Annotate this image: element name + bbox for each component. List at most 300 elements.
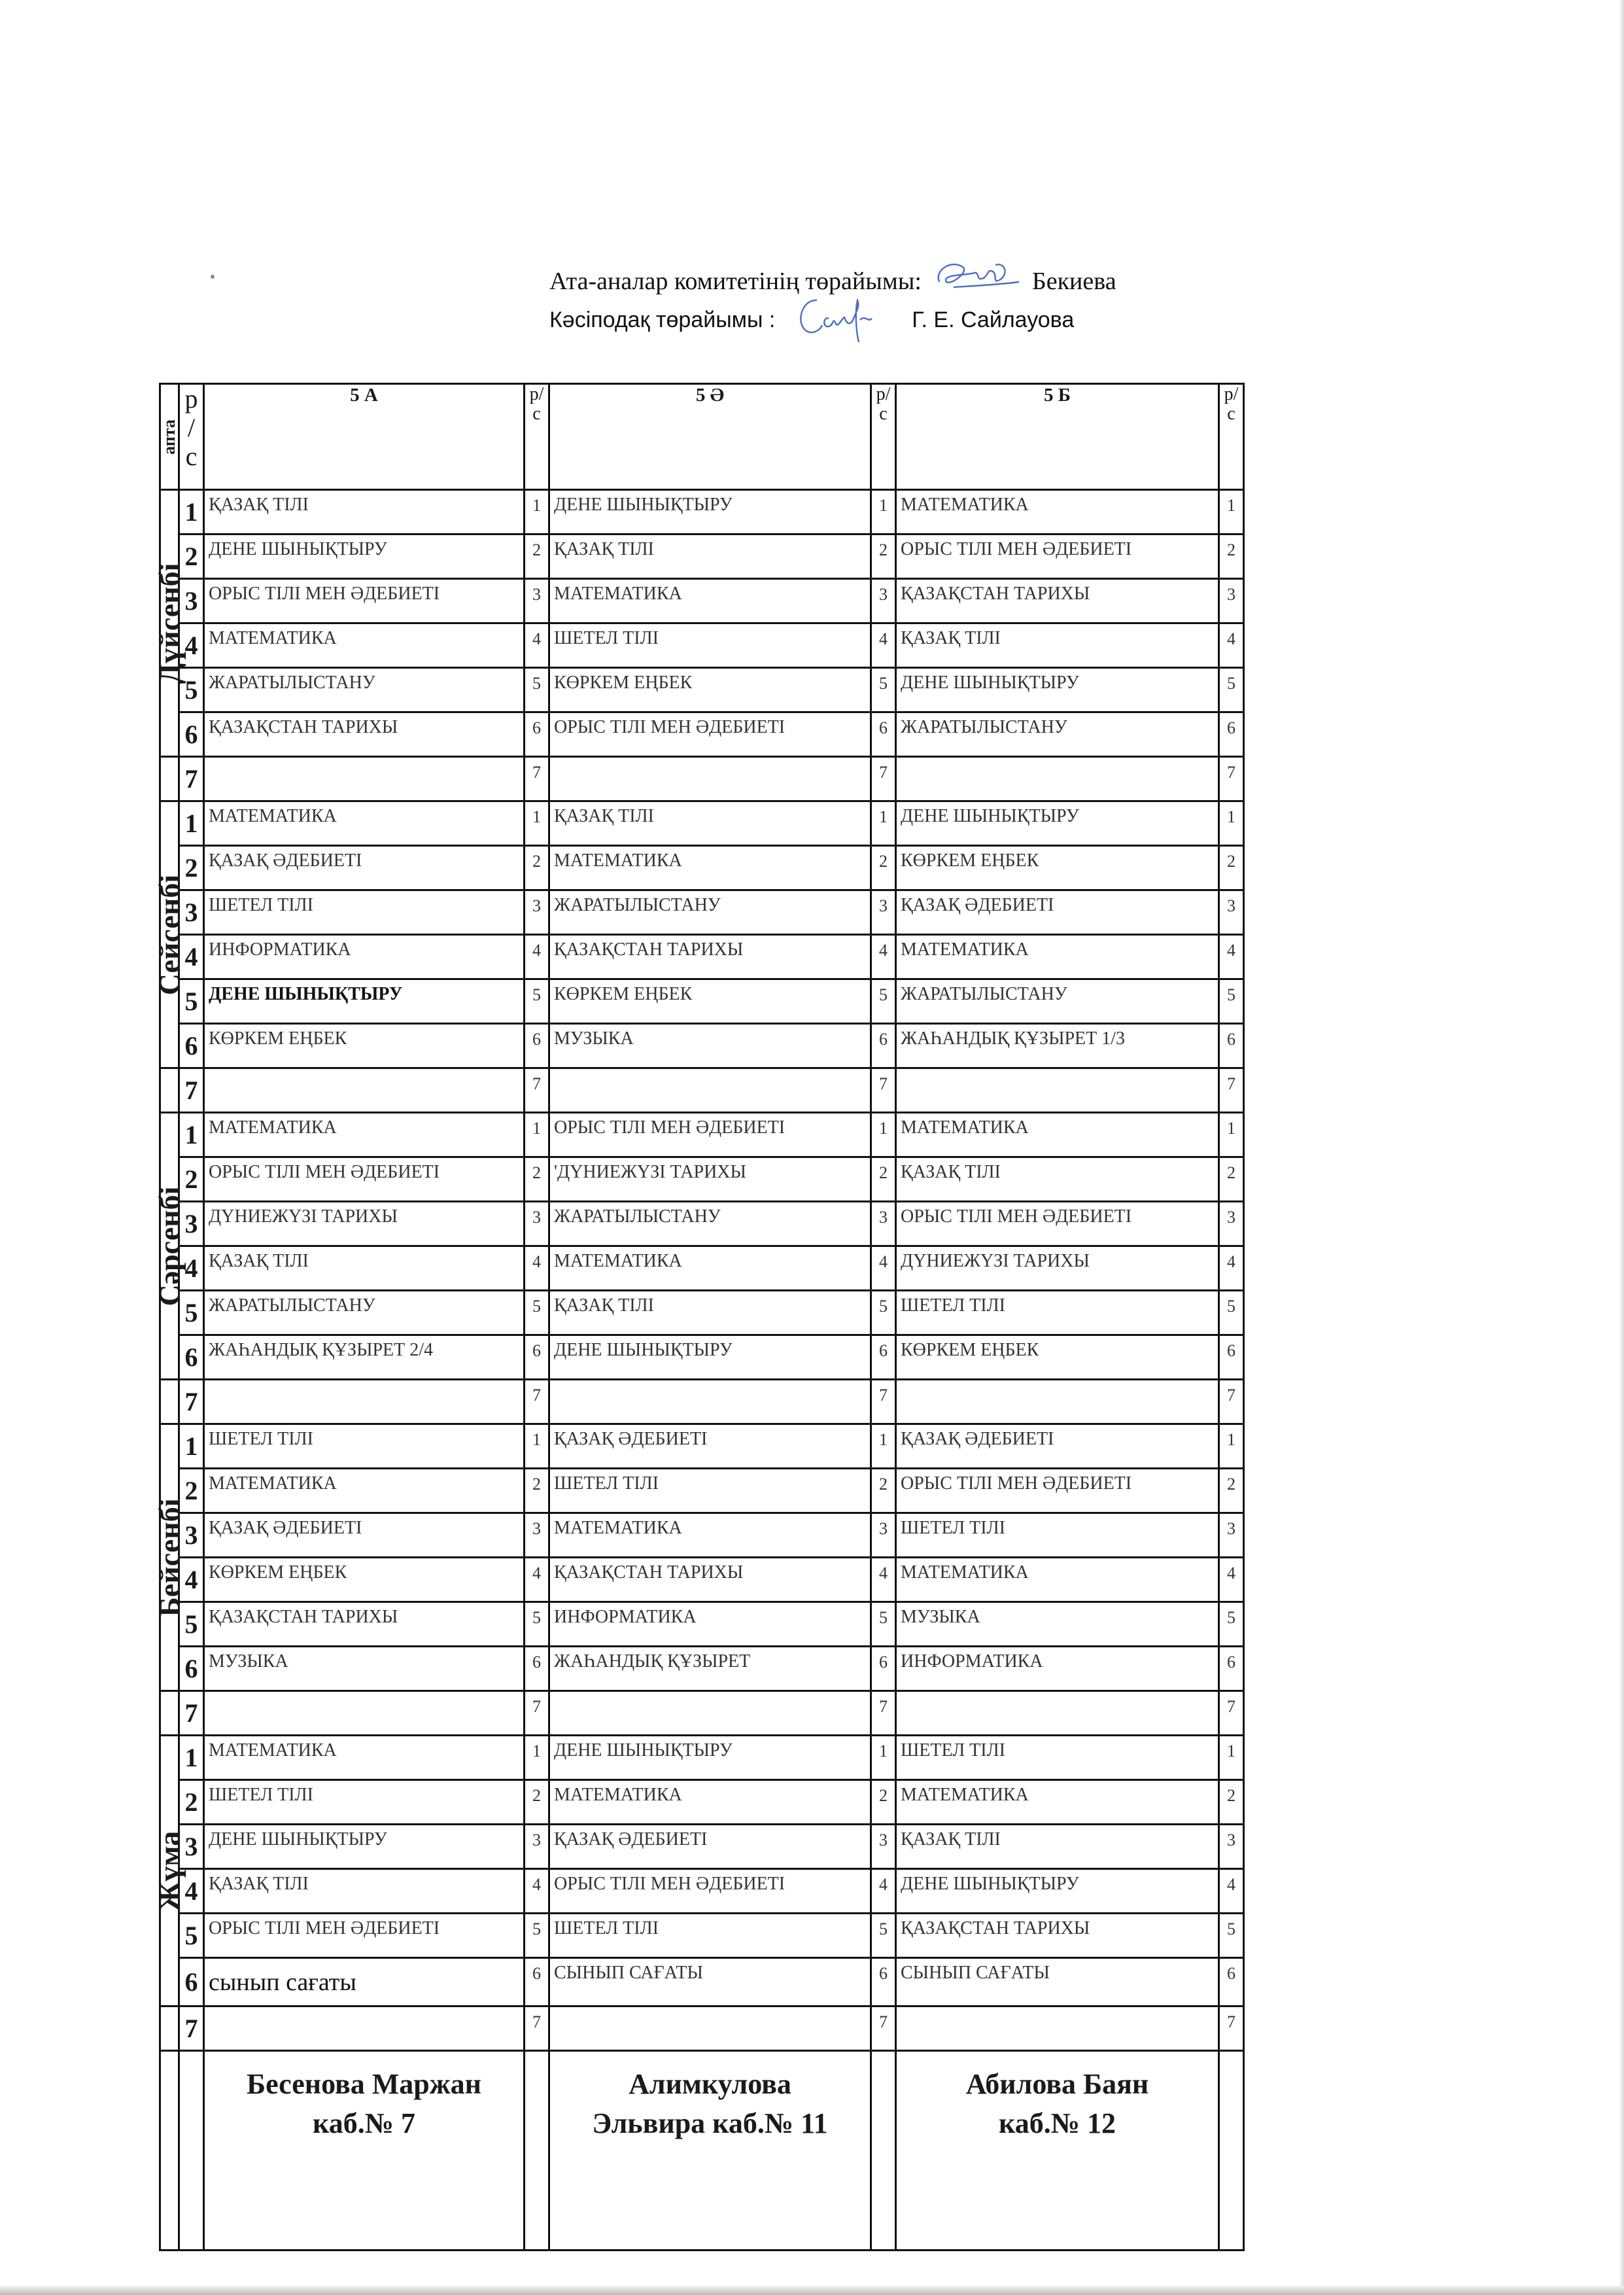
subject-5ae bbox=[549, 2006, 871, 2051]
subject-5a: ДЕНЕ ШЫНЫҚТЫРУ bbox=[204, 534, 525, 579]
subject-5ae: КӨРКЕМ ЕҢБЕК bbox=[549, 979, 871, 1024]
table-row bbox=[160, 1469, 1244, 1513]
lesson-no-header-part: р/ bbox=[1224, 384, 1239, 404]
lesson-number: 2 bbox=[1219, 534, 1244, 579]
lesson-number: 4 bbox=[871, 935, 896, 979]
teacher-room: каб.№ 12 bbox=[999, 2107, 1116, 2139]
lesson-number: 7 bbox=[179, 1068, 204, 1113]
subject-5a: ШЕТЕЛ ТІЛІ bbox=[204, 1424, 525, 1469]
lesson-number: 4 bbox=[179, 1246, 204, 1291]
lesson-number: 6 bbox=[179, 1024, 204, 1068]
lesson-number: 2 bbox=[179, 1469, 204, 1513]
lesson-number: 3 bbox=[1219, 579, 1244, 623]
lesson-number: 3 bbox=[525, 1825, 549, 1869]
lesson-number: 2 bbox=[525, 1780, 549, 1825]
lesson-number: 1 bbox=[525, 1113, 549, 1157]
lesson-number: 1 bbox=[871, 490, 896, 534]
subject-5b: ОРЫС ТІЛІ МЕН ӘДЕБИЕТІ bbox=[896, 1469, 1219, 1513]
subject-5a: ИНФОРМАТИКА bbox=[204, 935, 525, 979]
subject-5b bbox=[896, 1380, 1219, 1424]
parents-committee-label: Ата-аналар комитетінің төрайымы: bbox=[549, 268, 922, 295]
subject-5b: ДЕНЕ ШЫНЫҚТЫРУ bbox=[896, 668, 1219, 712]
lesson-number: 1 bbox=[871, 1424, 896, 1469]
subject-5ae: МАТЕМАТИКА bbox=[549, 1780, 871, 1825]
subject-5b: МАТЕМАТИКА bbox=[896, 490, 1219, 534]
table-row bbox=[160, 1958, 1244, 2006]
lesson-number: 7 bbox=[179, 2006, 204, 2051]
subject-5b: МАТЕМАТИКА bbox=[896, 1113, 1219, 1157]
teachers-row bbox=[160, 2051, 1244, 2251]
subject-5a: ҚАЗАҚ ТІЛІ bbox=[204, 1246, 525, 1291]
lesson-number: 7 bbox=[871, 1068, 896, 1113]
table-row bbox=[160, 668, 1244, 712]
lesson-number: 6 bbox=[1219, 1335, 1244, 1380]
table-row bbox=[160, 1825, 1244, 1869]
lesson-number: 7 bbox=[179, 757, 204, 801]
subject-5a: КӨРКЕМ ЕҢБЕК bbox=[204, 1558, 525, 1602]
day-label: Сәрсенбі bbox=[152, 1186, 186, 1306]
subject-5b: ҚАЗАҚ ТІЛІ bbox=[896, 623, 1219, 668]
subject-5ae: МАТЕМАТИКА bbox=[549, 1246, 871, 1291]
subject-5ae: ҚАЗАҚ ТІЛІ bbox=[549, 1291, 871, 1335]
lesson-number: 5 bbox=[1219, 1291, 1244, 1335]
lesson-number: 3 bbox=[179, 890, 204, 935]
lesson-no-header-part: с bbox=[532, 404, 541, 424]
lesson-number: 3 bbox=[179, 1202, 204, 1246]
subject-5b: ШЕТЕЛ ТІЛІ bbox=[896, 1736, 1219, 1780]
subject-5b: ҚАЗАҚ ТІЛІ bbox=[896, 1825, 1219, 1869]
table-row bbox=[160, 1780, 1244, 1825]
lesson-no-header-part: р/ bbox=[876, 384, 891, 404]
subject-5ae: МАТЕМАТИКА bbox=[549, 846, 871, 890]
lesson-number: 5 bbox=[525, 1291, 549, 1335]
lesson-number: 3 bbox=[179, 579, 204, 623]
lesson-number: 4 bbox=[525, 1558, 549, 1602]
subject-5b: ЖАҺАНДЫҚ ҚҰЗЫРЕТ 1/3 bbox=[896, 1024, 1219, 1068]
lesson-no-header-part: с bbox=[879, 404, 888, 424]
subject-5ae: ҚАЗАҚ ӘДЕБИЕТІ bbox=[549, 1825, 871, 1869]
lesson-no-header bbox=[179, 384, 204, 490]
lesson-number: 7 bbox=[1219, 1691, 1244, 1736]
subject-5b: ШЕТЕЛ ТІЛІ bbox=[896, 1513, 1219, 1558]
subject-5ae: ШЕТЕЛ ТІЛІ bbox=[549, 623, 871, 668]
lesson-number: 1 bbox=[1219, 801, 1244, 846]
lesson-number: 2 bbox=[525, 846, 549, 890]
lesson-number: 7 bbox=[871, 757, 896, 801]
subject-5b: ЖАРАТЫЛЫСТАНУ bbox=[896, 979, 1219, 1024]
header-row bbox=[160, 384, 1244, 490]
subject-5b: МАТЕМАТИКА bbox=[896, 935, 1219, 979]
subject-5ae: ҚАЗАҚСТАН ТАРИХЫ bbox=[549, 935, 871, 979]
table-row bbox=[160, 1513, 1244, 1558]
table-row bbox=[160, 979, 1244, 1024]
lesson-number: 2 bbox=[871, 1780, 896, 1825]
subject-5b bbox=[896, 1068, 1219, 1113]
subject-5b bbox=[896, 1691, 1219, 1736]
subject-5ae: ШЕТЕЛ ТІЛІ bbox=[549, 1469, 871, 1513]
subject-5a bbox=[204, 1691, 525, 1736]
class-header-5b: 5 Б bbox=[896, 384, 1219, 490]
lesson-number: 5 bbox=[179, 1602, 204, 1647]
lesson-number: 1 bbox=[179, 490, 204, 534]
lesson-number: 6 bbox=[871, 1335, 896, 1380]
subject-5b: ДҮНИЕЖҮЗІ ТАРИХЫ bbox=[896, 1246, 1219, 1291]
subject-5b: ҚАЗАҚ ӘДЕБИЕТІ bbox=[896, 890, 1219, 935]
table-row bbox=[160, 1024, 1244, 1068]
union-name: Г. Е. Сайлауова bbox=[912, 307, 1075, 332]
lesson-number: 6 bbox=[525, 1647, 549, 1691]
table-row bbox=[160, 1202, 1244, 1246]
lesson-number: 6 bbox=[179, 1647, 204, 1691]
lesson-number: 2 bbox=[179, 846, 204, 890]
lesson-number: 2 bbox=[1219, 846, 1244, 890]
lesson-number: 6 bbox=[1219, 1647, 1244, 1691]
subject-5a: ҚАЗАҚ ТІЛІ bbox=[204, 490, 525, 534]
lesson-number: 3 bbox=[871, 890, 896, 935]
subject-5b: ҚАЗАҚ ӘДЕБИЕТІ bbox=[896, 1424, 1219, 1469]
lesson-number: 1 bbox=[1219, 1424, 1244, 1469]
lesson-number: 5 bbox=[871, 1291, 896, 1335]
subject-5b: ҚАЗАҚ ТІЛІ bbox=[896, 1157, 1219, 1202]
lesson-number: 6 bbox=[1219, 712, 1244, 757]
day-cell bbox=[152, 490, 186, 757]
table-row bbox=[160, 1558, 1244, 1602]
subject-5ae: ЖАРАТЫЛЫСТАНУ bbox=[549, 1202, 871, 1246]
lesson-number: 5 bbox=[179, 1291, 204, 1335]
table-row bbox=[160, 935, 1244, 979]
table-row bbox=[160, 1380, 1244, 1424]
table-row bbox=[160, 534, 1244, 579]
table-row bbox=[160, 2006, 1244, 2051]
lesson-number: 2 bbox=[179, 1157, 204, 1202]
subject-5b: КӨРКЕМ ЕҢБЕК bbox=[896, 1335, 1219, 1380]
lesson-number: 1 bbox=[1219, 1736, 1244, 1780]
lesson-number: 6 bbox=[179, 1335, 204, 1380]
lesson-number: 6 bbox=[1219, 1024, 1244, 1068]
teacher-room: Эльвира каб.№ 11 bbox=[592, 2107, 828, 2139]
lesson-number: 6 bbox=[871, 1647, 896, 1691]
subject-5ae: ДЕНЕ ШЫНЫҚТЫРУ bbox=[549, 1736, 871, 1780]
lesson-number: 6 bbox=[871, 1958, 896, 2006]
lesson-number: 1 bbox=[179, 1736, 204, 1780]
lesson-number: 7 bbox=[871, 1380, 896, 1424]
subject-5a: ОРЫС ТІЛІ МЕН ӘДЕБИЕТІ bbox=[204, 1914, 525, 1958]
lesson-number: 6 bbox=[871, 1024, 896, 1068]
day-cell-empty bbox=[160, 1380, 179, 1424]
class-header-5a: 5 А bbox=[204, 384, 525, 490]
day-label: Бейсенбі bbox=[152, 1498, 186, 1617]
scan-edge bbox=[0, 2286, 1624, 2295]
subject-5b: МАТЕМАТИКА bbox=[896, 1780, 1219, 1825]
subject-5a: МАТЕМАТИКА bbox=[204, 1736, 525, 1780]
subject-5a: МАТЕМАТИКА bbox=[204, 801, 525, 846]
subject-5b: ЖАРАТЫЛЫСТАНУ bbox=[896, 712, 1219, 757]
lesson-no-header bbox=[1219, 384, 1244, 490]
week-header-cell bbox=[160, 384, 179, 490]
subject-5ae: ДЕНЕ ШЫНЫҚТЫРУ bbox=[549, 490, 871, 534]
lesson-number: 1 bbox=[1219, 1113, 1244, 1157]
class-teacher bbox=[896, 2051, 1219, 2251]
subject-5a: ҚАЗАҚ ӘДЕБИЕТІ bbox=[204, 1513, 525, 1558]
subject-5ae bbox=[549, 1380, 871, 1424]
lesson-number: 5 bbox=[1219, 979, 1244, 1024]
subject-5a: ДЕНЕ ШЫНЫҚТЫРУ bbox=[204, 1825, 525, 1869]
subject-5a: ДЕНЕ ШЫНЫҚТЫРУ bbox=[204, 979, 525, 1024]
lesson-number: 5 bbox=[525, 668, 549, 712]
subject-5a: ОРЫС ТІЛІ МЕН ӘДЕБИЕТІ bbox=[204, 1157, 525, 1202]
lesson-number: 5 bbox=[525, 979, 549, 1024]
lesson-number: 7 bbox=[1219, 1068, 1244, 1113]
lesson-no-header-part: р bbox=[184, 384, 198, 413]
lesson-number: 2 bbox=[871, 534, 896, 579]
subject-5ae: ЖАРАТЫЛЫСТАНУ bbox=[549, 890, 871, 935]
lesson-number: 2 bbox=[871, 1469, 896, 1513]
week-label: апта bbox=[160, 419, 179, 455]
subject-5a: МУЗЫКА bbox=[204, 1647, 525, 1691]
subject-5b: МУЗЫКА bbox=[896, 1602, 1219, 1647]
subject-5ae: МАТЕМАТИКА bbox=[549, 1513, 871, 1558]
lesson-number: 1 bbox=[525, 1736, 549, 1780]
lesson-number: 3 bbox=[871, 1202, 896, 1246]
teacher-name: Бесенова Маржан bbox=[246, 2068, 482, 2100]
subject-5ae: ҚАЗАҚ ТІЛІ bbox=[549, 534, 871, 579]
footer-empty bbox=[179, 2051, 204, 2251]
subject-5ae: ҚАЗАҚ ӘДЕБИЕТІ bbox=[549, 1424, 871, 1469]
table-row bbox=[160, 1424, 1244, 1469]
table-row bbox=[160, 1647, 1244, 1691]
lesson-number: 7 bbox=[1219, 1380, 1244, 1424]
subject-5ae bbox=[549, 757, 871, 801]
lesson-number: 2 bbox=[525, 1469, 549, 1513]
lesson-number: 4 bbox=[871, 1246, 896, 1291]
day-cell-empty bbox=[160, 1068, 179, 1113]
lesson-number: 5 bbox=[871, 1602, 896, 1647]
lesson-number: 5 bbox=[179, 668, 204, 712]
table-row bbox=[160, 1291, 1244, 1335]
subject-5a: ШЕТЕЛ ТІЛІ bbox=[204, 890, 525, 935]
lesson-number: 1 bbox=[525, 1424, 549, 1469]
table-row bbox=[160, 1691, 1244, 1736]
union-label: Кәсіподақ төрайымы : bbox=[549, 307, 776, 332]
subject-5a bbox=[204, 757, 525, 801]
lesson-number: 1 bbox=[179, 1424, 204, 1469]
lesson-number: 1 bbox=[871, 1113, 896, 1157]
lesson-number: 2 bbox=[179, 1780, 204, 1825]
lesson-number: 5 bbox=[871, 668, 896, 712]
subject-5ae: ОРЫС ТІЛІ МЕН ӘДЕБИЕТІ bbox=[549, 712, 871, 757]
subject-5b bbox=[896, 757, 1219, 801]
lesson-number: 3 bbox=[1219, 890, 1244, 935]
subject-5ae bbox=[549, 1691, 871, 1736]
day-label: Жұма bbox=[152, 1831, 186, 1911]
lesson-number: 4 bbox=[525, 1869, 549, 1914]
teacher-name: Абилова Баян bbox=[965, 2068, 1149, 2100]
union-line bbox=[549, 307, 1074, 334]
lesson-number: 5 bbox=[525, 1914, 549, 1958]
lesson-no-header bbox=[525, 384, 549, 490]
table-row bbox=[160, 1736, 1244, 1780]
subject-5b bbox=[896, 2006, 1219, 2051]
lesson-number: 3 bbox=[1219, 1513, 1244, 1558]
lesson-number: 7 bbox=[871, 2006, 896, 2051]
subject-5b: КӨРКЕМ ЕҢБЕК bbox=[896, 846, 1219, 890]
lesson-no-header-part: / bbox=[187, 413, 196, 442]
class-teacher bbox=[204, 2051, 525, 2251]
lesson-number: 4 bbox=[1219, 1558, 1244, 1602]
subject-5a: ҚАЗАҚ ТІЛІ bbox=[204, 1869, 525, 1914]
subject-5a: ЖАҺАНДЫҚ ҚҰЗЫРЕТ 2/4 bbox=[204, 1335, 525, 1380]
lesson-number: 1 bbox=[179, 1113, 204, 1157]
lesson-number: 7 bbox=[525, 1691, 549, 1736]
subject-5b: ДЕНЕ ШЫНЫҚТЫРУ bbox=[896, 1869, 1219, 1914]
day-cell-empty bbox=[160, 757, 179, 801]
lesson-number: 2 bbox=[179, 534, 204, 579]
class-teacher bbox=[549, 2051, 871, 2251]
subject-5a bbox=[204, 1380, 525, 1424]
day-cell bbox=[152, 1424, 186, 1691]
footer-empty bbox=[525, 2051, 549, 2251]
table-row bbox=[160, 1113, 1244, 1157]
lesson-number: 6 bbox=[871, 712, 896, 757]
subject-5a: ҚАЗАҚСТАН ТАРИХЫ bbox=[204, 712, 525, 757]
lesson-number: 7 bbox=[525, 1380, 549, 1424]
subject-5b: СЫНЫП САҒАТЫ bbox=[896, 1958, 1219, 2006]
lesson-number: 3 bbox=[871, 1513, 896, 1558]
footer-empty bbox=[1219, 2051, 1244, 2251]
table-row bbox=[160, 490, 1244, 534]
lesson-number: 4 bbox=[525, 1246, 549, 1291]
lesson-number: 4 bbox=[1219, 1246, 1244, 1291]
table-row bbox=[160, 579, 1244, 623]
subject-5ae: МУЗЫКА bbox=[549, 1024, 871, 1068]
lesson-number: 5 bbox=[525, 1602, 549, 1647]
lesson-number: 5 bbox=[871, 1914, 896, 1958]
lesson-number: 4 bbox=[871, 1869, 896, 1914]
lesson-number: 5 bbox=[179, 979, 204, 1024]
subject-5ae: ИНФОРМАТИКА bbox=[549, 1602, 871, 1647]
schedule-table bbox=[152, 383, 1245, 2251]
lesson-number: 4 bbox=[179, 1558, 204, 1602]
subject-5b: ОРЫС ТІЛІ МЕН ӘДЕБИЕТІ bbox=[896, 1202, 1219, 1246]
lesson-number: 4 bbox=[179, 935, 204, 979]
lesson-number: 1 bbox=[179, 801, 204, 846]
lesson-number: 1 bbox=[525, 801, 549, 846]
lesson-number: 2 bbox=[1219, 1157, 1244, 1202]
lesson-number: 6 bbox=[1219, 1958, 1244, 2006]
lesson-number: 7 bbox=[179, 1691, 204, 1736]
day-label: Дүйсенбі bbox=[152, 563, 186, 684]
subject-5ae: ШЕТЕЛ ТІЛІ bbox=[549, 1914, 871, 1958]
subject-5b: ҚАЗАҚСТАН ТАРИХЫ bbox=[896, 1914, 1219, 1958]
subject-5a: КӨРКЕМ ЕҢБЕК bbox=[204, 1024, 525, 1068]
lesson-number: 6 bbox=[525, 1335, 549, 1380]
lesson-number: 3 bbox=[179, 1825, 204, 1869]
table-row bbox=[160, 623, 1244, 668]
lesson-number: 7 bbox=[1219, 2006, 1244, 2051]
day-cell-empty bbox=[160, 1691, 179, 1736]
lesson-number: 7 bbox=[179, 1380, 204, 1424]
table-row bbox=[160, 890, 1244, 935]
lesson-number: 6 bbox=[179, 712, 204, 757]
lesson-number: 2 bbox=[525, 534, 549, 579]
lesson-number: 6 bbox=[525, 712, 549, 757]
lesson-number: 5 bbox=[1219, 1914, 1244, 1958]
lesson-number: 4 bbox=[179, 1869, 204, 1914]
lesson-number: 7 bbox=[525, 1068, 549, 1113]
table-row bbox=[160, 1335, 1244, 1380]
scan-speck bbox=[211, 275, 215, 279]
lesson-no-header-part: с bbox=[185, 442, 198, 471]
subject-5ae: СЫНЫП САҒАТЫ bbox=[549, 1958, 871, 2006]
lesson-number: 5 bbox=[179, 1914, 204, 1958]
subject-5b: ҚАЗАҚСТАН ТАРИХЫ bbox=[896, 579, 1219, 623]
subject-5ae: КӨРКЕМ ЕҢБЕК bbox=[549, 668, 871, 712]
subject-5ae: ҚАЗАҚСТАН ТАРИХЫ bbox=[549, 1558, 871, 1602]
teacher-room: каб.№ 7 bbox=[313, 2107, 415, 2139]
day-cell bbox=[152, 1736, 186, 2006]
lesson-number: 2 bbox=[525, 1157, 549, 1202]
subject-5ae: 'ДҮНИЕЖҮЗІ ТАРИХЫ bbox=[549, 1157, 871, 1202]
subject-5ae: ЖАҺАНДЫҚ ҚҰЗЫРЕТ bbox=[549, 1647, 871, 1691]
subject-5a: МАТЕМАТИКА bbox=[204, 623, 525, 668]
subject-5ae: ҚАЗАҚ ТІЛІ bbox=[549, 801, 871, 846]
lesson-number: 7 bbox=[871, 1691, 896, 1736]
lesson-number: 4 bbox=[871, 1558, 896, 1602]
lesson-number: 4 bbox=[1219, 935, 1244, 979]
scan-edge bbox=[1620, 0, 1624, 2295]
lesson-number: 1 bbox=[871, 801, 896, 846]
day-cell bbox=[152, 1113, 186, 1380]
lesson-number: 4 bbox=[1219, 1869, 1244, 1914]
lesson-number: 4 bbox=[525, 935, 549, 979]
table-row bbox=[160, 1157, 1244, 1202]
lesson-number: 3 bbox=[871, 579, 896, 623]
lesson-number: 5 bbox=[871, 979, 896, 1024]
subject-5ae: МАТЕМАТИКА bbox=[549, 579, 871, 623]
lesson-number: 5 bbox=[1219, 668, 1244, 712]
lesson-number: 3 bbox=[525, 1202, 549, 1246]
subject-5a: ДҮНИЕЖҮЗІ ТАРИХЫ bbox=[204, 1202, 525, 1246]
subject-5a bbox=[204, 2006, 525, 2051]
table-row bbox=[160, 1602, 1244, 1647]
lesson-number: 4 bbox=[179, 623, 204, 668]
lesson-no-header bbox=[871, 384, 896, 490]
day-cell-empty bbox=[160, 2006, 179, 2051]
lesson-number: 2 bbox=[1219, 1780, 1244, 1825]
signature-union bbox=[782, 308, 906, 334]
lesson-number: 6 bbox=[179, 1958, 204, 2006]
lesson-no-header-part: р/ bbox=[529, 384, 544, 404]
lesson-number: 3 bbox=[525, 890, 549, 935]
lesson-number: 1 bbox=[871, 1736, 896, 1780]
lesson-number: 2 bbox=[871, 846, 896, 890]
signature-parents bbox=[927, 270, 1026, 296]
lesson-no-header-part: с bbox=[1227, 404, 1235, 424]
subject-5b: ДЕНЕ ШЫНЫҚТЫРУ bbox=[896, 801, 1219, 846]
lesson-number: 4 bbox=[1219, 623, 1244, 668]
subject-5a bbox=[204, 1068, 525, 1113]
lesson-number: 4 bbox=[871, 623, 896, 668]
lesson-number: 2 bbox=[1219, 1469, 1244, 1513]
lesson-number: 2 bbox=[871, 1157, 896, 1202]
subject-5a: ҚАЗАҚСТАН ТАРИХЫ bbox=[204, 1602, 525, 1647]
lesson-number: 6 bbox=[525, 1024, 549, 1068]
lesson-number: 3 bbox=[525, 579, 549, 623]
subject-5a: МАТЕМАТИКА bbox=[204, 1469, 525, 1513]
subject-5a: ЖАРАТЫЛЫСТАНУ bbox=[204, 668, 525, 712]
subject-5ae bbox=[549, 1068, 871, 1113]
subject-5b: МАТЕМАТИКА bbox=[896, 1558, 1219, 1602]
